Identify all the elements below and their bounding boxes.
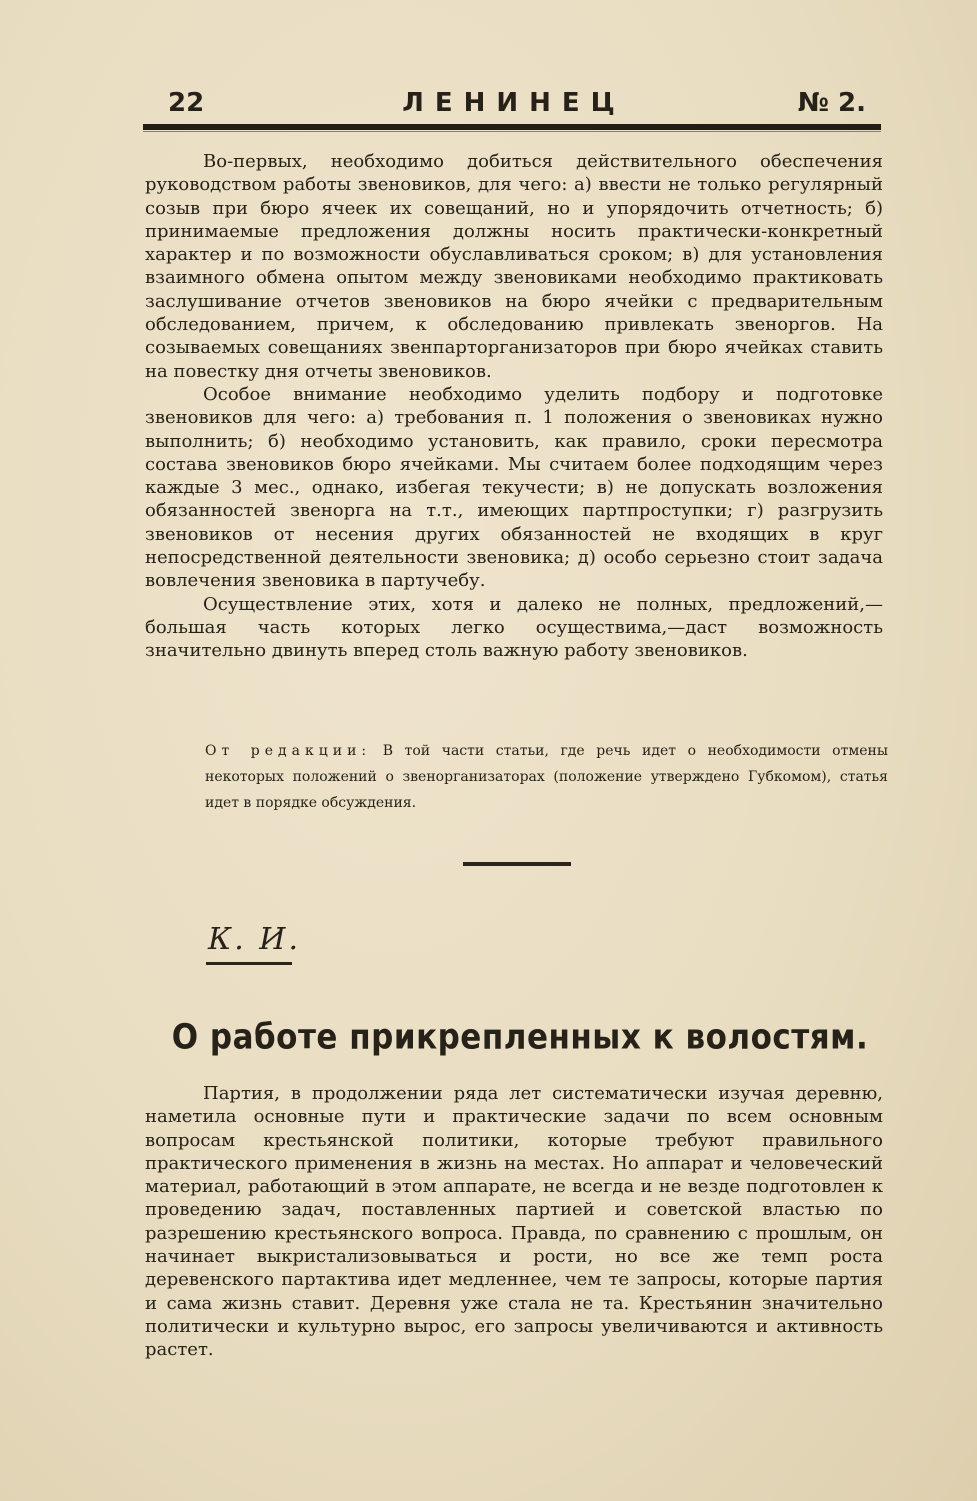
header-rule [143,124,881,130]
article1-body [145,150,883,663]
running-header [148,82,880,126]
author-underline [206,962,292,965]
editorial-note-label: От редакции: [205,743,372,759]
header-rule-thin [143,131,881,132]
editorial-note [205,738,888,816]
article2-body [145,1082,883,1362]
article2-author: К. И. [208,922,301,957]
paragraph: Особое внимание необходимо уделить подбору и подготовке звеновиков для чего: а) требования п. 1 положения о звеновиках нужно выполнить; б) необходимо установить, как правило, сроки пересмотра состава звеновиков бюро ячейками. Мы считаем более подходящим через каждые 3 мес., однако, избегая текучести; в) не допускать возложения обязанностей звенорга на т.т., имеющих партпроступки; г) разгрузить звеновиков от несения других обязанностей не входящих в круг непосредственной деятельности звеновика; д) особо серьезно стоит задача вовлечения звеновика в партучебу. [145,383,883,592]
page-number: 22 [168,88,205,118]
editorial-note-text: В той части статьи, где речь идет о необходимости отмены некоторых положений о звенорганизаторах (положение утверждено Губкомом), статья идет в порядке обсуждения. [205,743,888,811]
paragraph: Во-первых, необходимо добиться действительного обеспечения руководством работы звеновиков, для чего: а) ввести не только регулярный созыв при бюро ячеек их совещаний, но и упорядочить отчетность; б) принимаемые предложения должны носить практически-конкретный характер и по возможности обуславливаться сроком; в) для установления взаимного обмена опытом между звеновиками необходимо практиковать заслушивание отчетов звеновиков на бюро ячейки с предварительным обследованием, причем, к обследованию привлекать звеноргов. На созываемых совещаниях звенпарторганизаторов при бюро ячейках ставить на повестку дня отчеты звеновиков. [145,151,883,382]
paragraph: Осуществление этих, хотя и далеко не полных, предложений,—большая часть которых легко осуществима,—даст возможность значительно двинуть вперед столь важную работу звеновиков. [145,593,883,662]
issue-number: № 2. [797,88,866,118]
journal-title: ЛЕНИНЕЦ [402,88,626,118]
paragraph: Партия, в продолжении ряда лет систематически изучая деревню, наметила основные пути и практические задачи по всем основным вопросам крестьянской политики, которые требуют правильного практического применения в жизнь на местах. Но аппарат и человеческий материал, работающий в этом аппарате, не всегда и не везде подготовлен к проведению задач, поставленных партией и советской властью по разрешению крестьянского вопроса. Правда, по сравнению с прошлым, он начинает выкристализовываться и рости, но все же темп роста деревенского партактива идет медленнее, чем те запросы, которые партия и сама жизнь ставит. Деревня уже стала не та. Крестьянин значительно политически и культурно вырос, его запросы увеличиваются и активность растет. [145,1083,883,1361]
article2-title: О работе прикрепленных к волостям. [171,1017,869,1058]
section-separator [463,862,571,866]
